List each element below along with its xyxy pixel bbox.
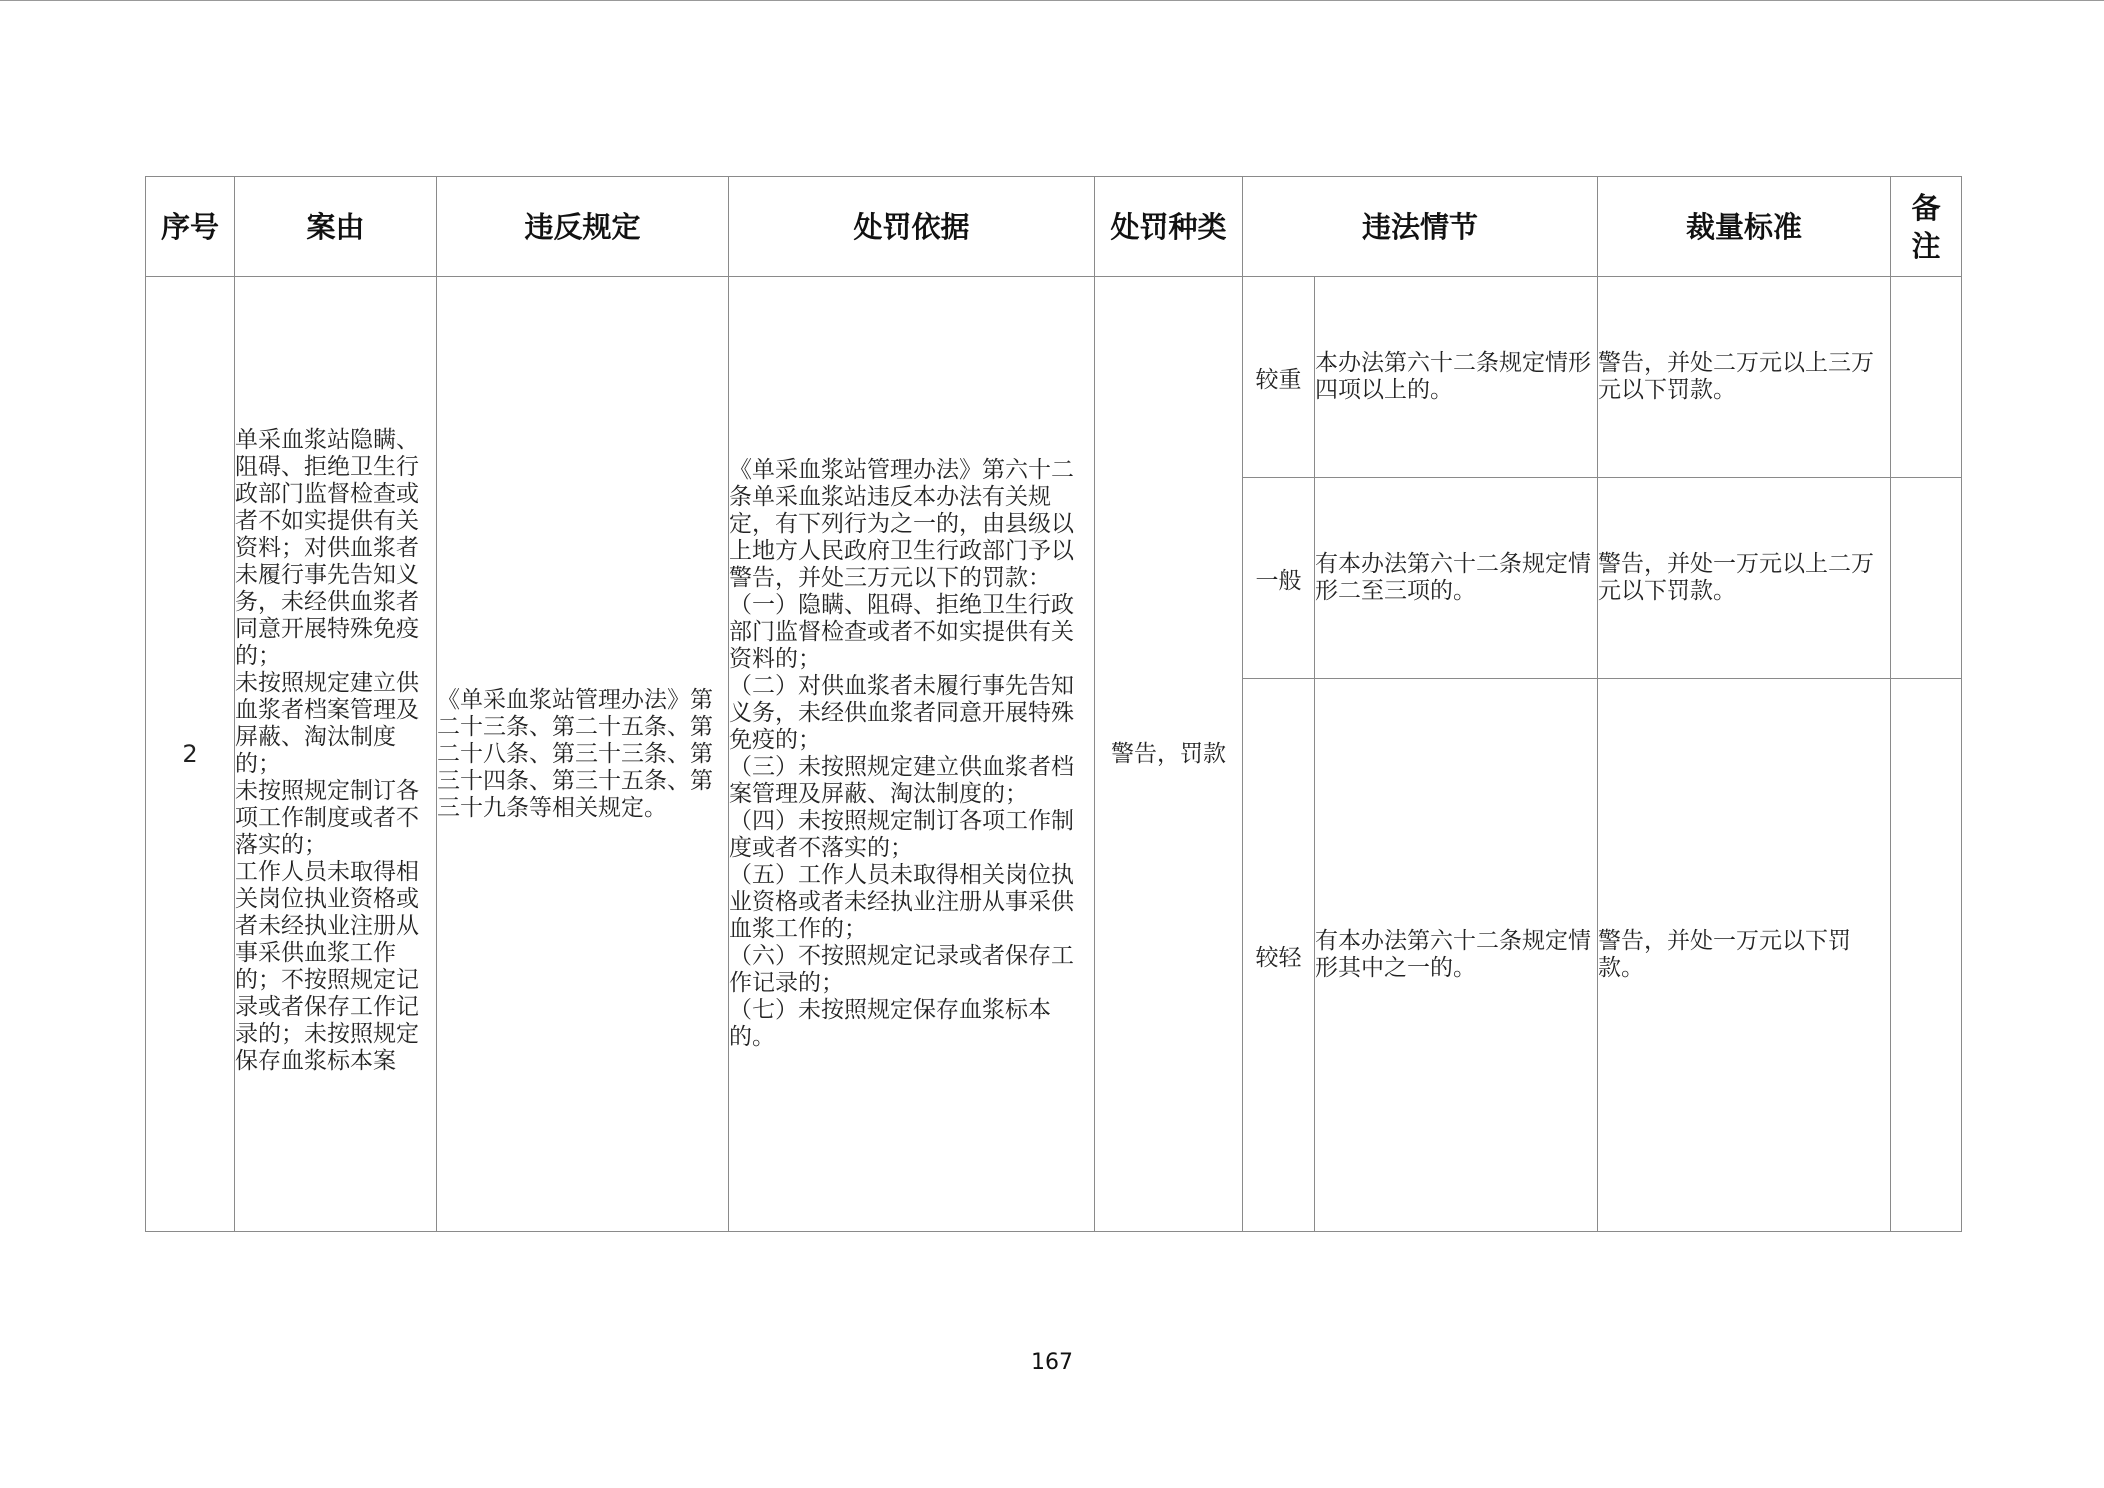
row-seq: 2 xyxy=(146,277,235,1232)
header-case: 案由 xyxy=(235,177,437,277)
circumstance-general: 有本办法第六十二条规定情形二至三项的。 xyxy=(1315,478,1598,679)
notes-severe xyxy=(1891,277,1962,478)
header-standard: 裁量标准 xyxy=(1598,177,1891,277)
header-violated-rule: 违反规定 xyxy=(437,177,729,277)
header-row xyxy=(146,177,1962,277)
level-minor: 较轻 xyxy=(1243,679,1315,1232)
header-notes-line2: 注 xyxy=(1911,228,1941,263)
page-top-border xyxy=(0,0,2104,1)
penalty-discretion-table xyxy=(145,176,1962,1232)
notes-general xyxy=(1891,478,1962,679)
circumstance-minor: 有本办法第六十二条规定情形其中之一的。 xyxy=(1315,679,1598,1232)
row-penalty-type: 警告，罚款 xyxy=(1095,277,1243,1232)
header-seq: 序号 xyxy=(146,177,235,277)
standard-severe: 警告，并处二万元以上三万元以下罚款。 xyxy=(1598,277,1891,478)
header-penalty-basis: 处罚依据 xyxy=(729,177,1095,277)
standard-minor: 警告，并处一万元以下罚款。 xyxy=(1598,679,1891,1232)
row-violated-rule: 《单采血浆站管理办法》第二十三条、第二十五条、第二十八条、第三十三条、第三十四条、第三十五条、第三十九条等相关规定。 xyxy=(437,277,729,1232)
page-number: 167 xyxy=(1031,1350,1073,1375)
row-penalty-basis: 《单采血浆站管理办法》第六十二条单采血浆站违反本办法有关规定，有下列行为之一的，由县级以上地方人民政府卫生行政部门予以警告，并处三万元以下的罚款： （一）隐瞒、阻碍、拒绝卫生行政部门监督检查或者不如实提供有关资料的； （二）对供血浆者未履行事先告知义务，未经供血浆者同意开展特殊免疫的； （三）未按照规定建立供血浆者档案管理及屏蔽、淘汰制度的； （四）未按照规定制订各项工作制度或者不落实的； （五）工作人员未取得相关岗位执业资格或者未经执业注册从事采供血浆工作的； （六）不按照规定记录或者保存工作记录的； （七）未按照规定保存血浆标本的。 xyxy=(729,277,1095,1232)
header-circumstances: 违法情节 xyxy=(1243,177,1598,277)
circumstance-severe: 本办法第六十二条规定情形四项以上的。 xyxy=(1315,277,1598,478)
notes-minor xyxy=(1891,679,1962,1232)
header-penalty-type: 处罚种类 xyxy=(1095,177,1243,277)
header-notes xyxy=(1891,177,1962,277)
table-row-severe xyxy=(146,277,1962,478)
level-general: 一般 xyxy=(1243,478,1315,679)
standard-general: 警告，并处一万元以上二万元以下罚款。 xyxy=(1598,478,1891,679)
row-case: 单采血浆站隐瞒、阻碍、拒绝卫生行政部门监督检查或者不如实提供有关资料；对供血浆者未履行事先告知义务，未经供血浆者同意开展特殊免疫的； 未按照规定建立供血浆者档案管理及屏蔽、淘汰制度的； 未按照规定制订各项工作制度或者不落实的； 工作人员未取得相关岗位执业资格或者未经执业注册从事采供血浆工作的；不按照规定记录或者保存工作记录的；未按照规定保存血浆标本案 xyxy=(235,277,437,1232)
header-notes-line1: 备 xyxy=(1911,190,1941,225)
level-severe: 较重 xyxy=(1243,277,1315,478)
